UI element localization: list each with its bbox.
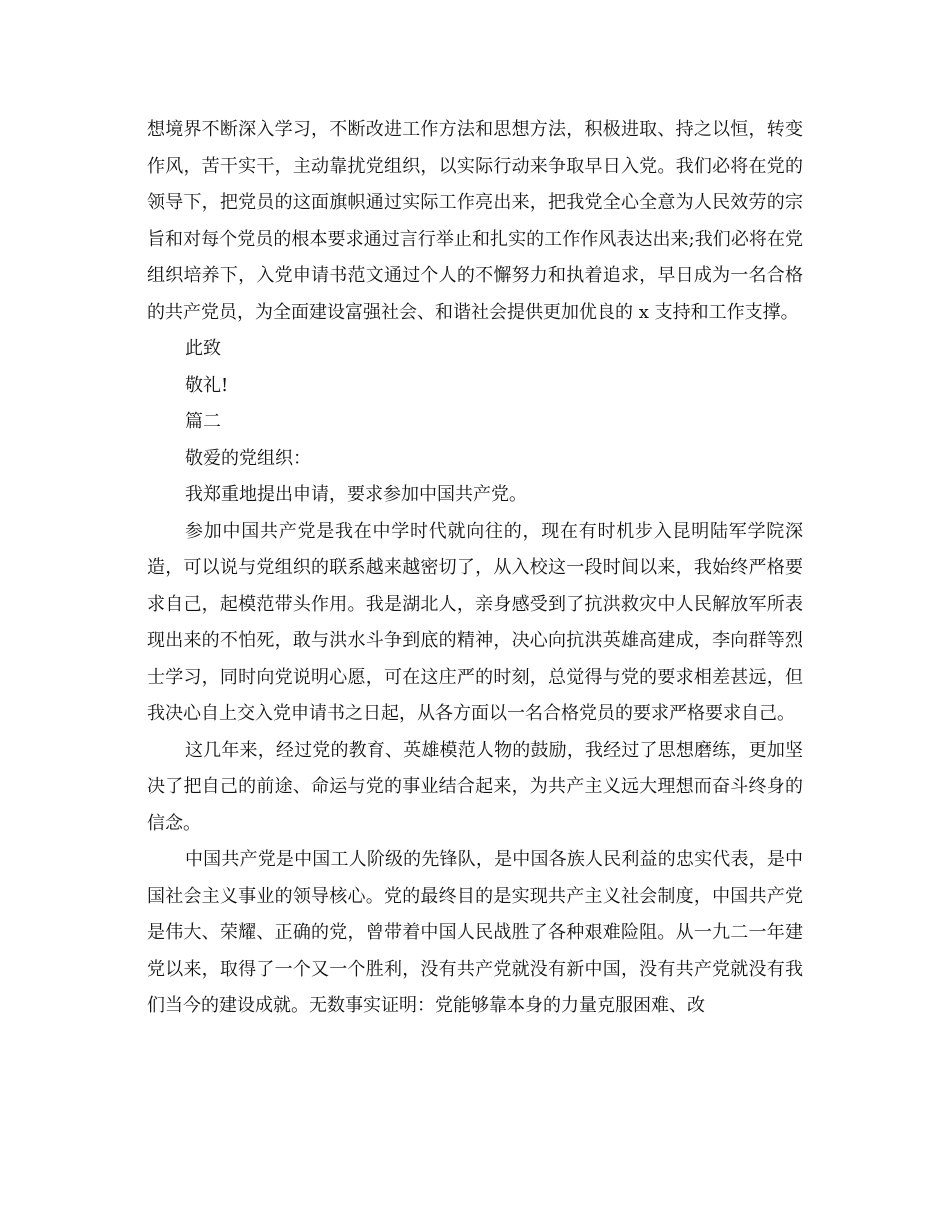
closing-regards: 敬礼! <box>185 374 229 396</box>
paragraph-continued: 想境界不断深入学习，不断改进工作方法和思想方法，积极进取、持之以恒，转变作风，苦干实干，主动靠扰党组织，以实际行动来争取早日入党。我们必将在党的领导下，把党员的这面旗帜通过实际工作亮出来，把我党全心全意为人民效劳的宗旨和对每个党员的根本要求通过言行举止和扎实的工作作风表达出来;我们必将在党组织培养下，入党申请书范文通过个人的不懈努力和执着追求，早日成为一名合格的共产党员，为全面建设富强社会、和谐社会提供更加优良的 x 支持和工作支撑。 <box>147 119 803 323</box>
paragraph: 参加中国共产党是我在中学时代就向往的，现在有时机步入昆明陆军学院深造，可以说与党组织的联系越来越密切了，从入校这一段时间以来，我始终严格要求自己，起模范带头作用。我是湖北人，亲身感受到了抗洪救灾中人民解放军所表现出来的不怕死，敢与洪水斗争到底的精神，决心向抗洪英雄高建成，李向群等烈士学习，同时向党说明心愿，可在这庄严的时刻，总觉得与党的要求相差甚远，但我决心自上交入党申请书之日起，从各方面以一名合格党员的要求严格要求自己。 <box>147 520 803 724</box>
document-body <box>147 112 803 1025</box>
paragraph: 这几年来，经过党的教育、英雄模范人物的鼓励，我经过了思想磨练，更加坚决了把自己的前途、命运与党的事业结合起来，为共产主义远大理想而奋斗终身的信念。 <box>147 739 803 834</box>
paragraph: 中国共产党是中国工人阶级的先锋队，是中国各族人民利益的忠实代表，是中国社会主义事业的领导核心。党的最终目的是实现共产主义社会制度，中国共产党是伟大、荣耀、正确的党，曾带着中国人民战胜了各种艰难险阻。从一九二一年建党以来，取得了一个又一个胜利，没有共产党就没有新中国，没有共产党就没有我们当今的建设成就。无数事实证明：党能够靠本身的力量克服困难、改 <box>147 849 803 1016</box>
letter-greeting: 敬爱的党组织： <box>185 447 311 469</box>
section-heading: 篇二 <box>185 411 221 432</box>
closing-salutation: 此致 <box>185 338 221 359</box>
paragraph: 我郑重地提出申请，要求参加中国共产党。 <box>185 484 527 505</box>
